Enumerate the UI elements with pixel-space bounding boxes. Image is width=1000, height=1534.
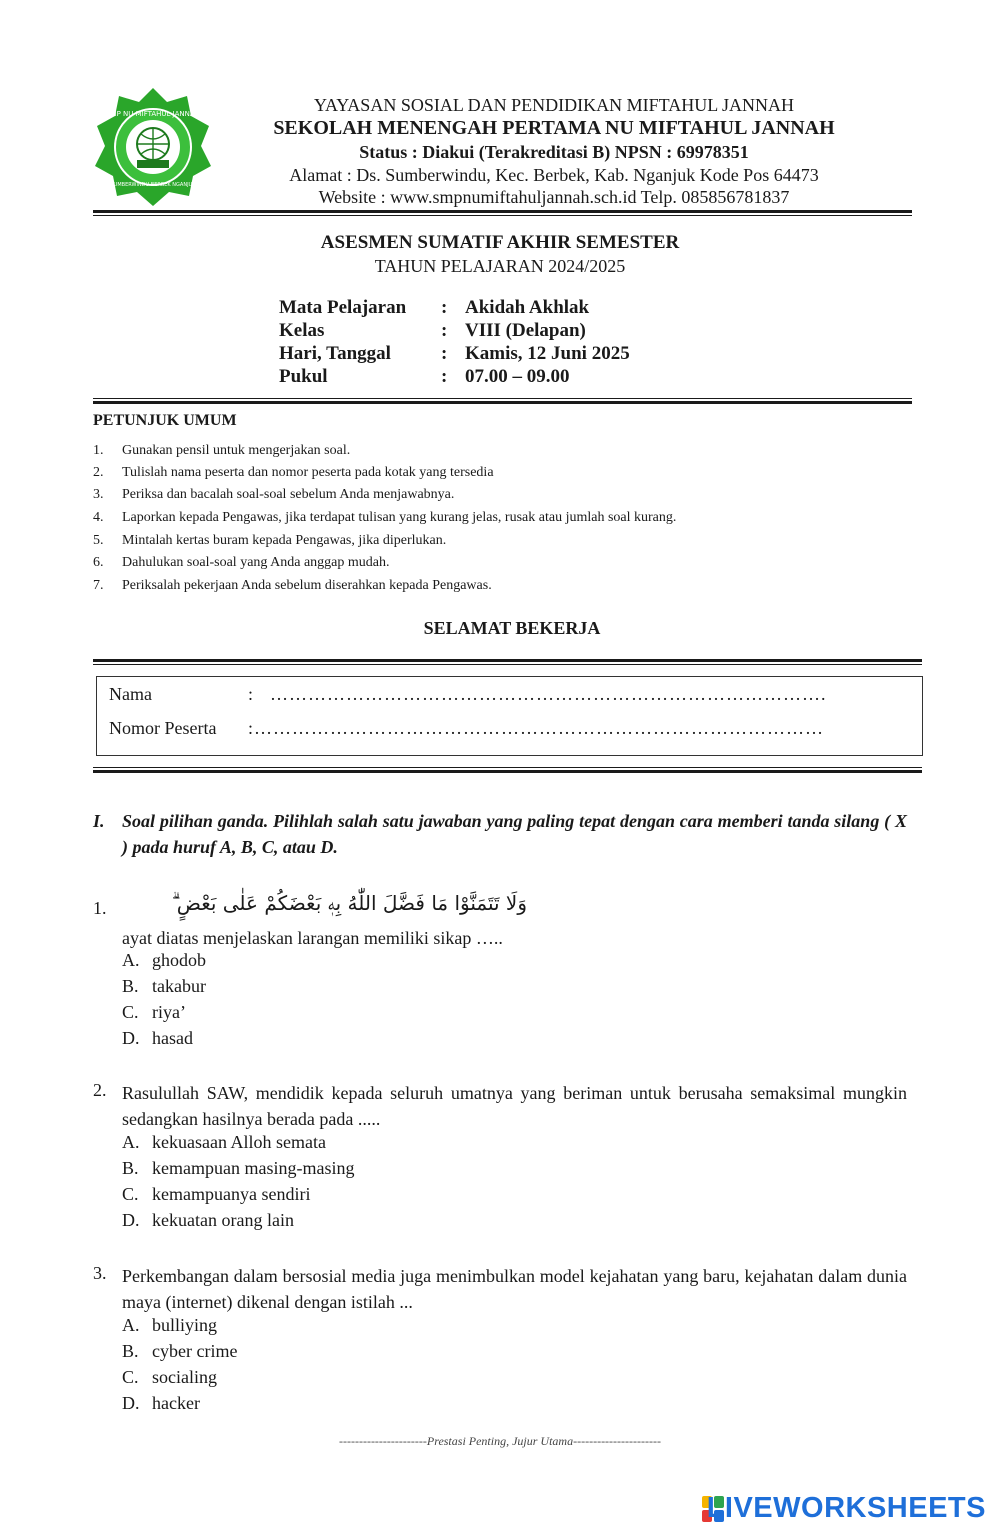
question-text: Perkembangan dalam bersosial media juga menimbulkan model kejahatan yang baru, kejahatan dalam dunia maya (internet) dikenal dengan istilah ... — [122, 1266, 907, 1312]
instruction-text: Mintalah kertas buram kepada Pengawas, jika diperlukan. — [122, 533, 447, 548]
meta-value: 07.00 – 09.00 — [465, 366, 570, 387]
header-divider-thin — [93, 215, 912, 216]
option-text: ghodob — [152, 950, 206, 970]
question-number: 2. — [93, 1080, 107, 1100]
idbox-bottom-divider — [93, 770, 922, 773]
instruction-text: Gunakan pensil untuk mengerjakan soal. — [122, 443, 351, 458]
arabic-verse: وَلَا تَتَمَنَّوْا مَا فَضَّلَ اللّٰهُ بِهٖ بَعْضَكُمْ عَلٰى بَعْضٍ ۗ — [171, 891, 527, 915]
question-text: ayat diatas menjelaskan larangan memiliki sikap ….. — [122, 928, 503, 948]
meta-colon: : — [441, 297, 448, 318]
liveworksheets-brand[interactable] — [686, 1492, 986, 1524]
option-text: takabur — [152, 976, 206, 996]
option-letter: B. — [122, 1158, 139, 1178]
option-letter: B. — [122, 976, 139, 996]
option-text: hacker — [152, 1393, 200, 1413]
meta-colon: : — [441, 366, 448, 387]
number-colon: : — [248, 718, 254, 738]
meta-value: VIII (Delapan) — [465, 320, 586, 341]
section-number: I. — [93, 811, 105, 831]
option-text: bulliying — [152, 1315, 218, 1335]
instructions-heading: PETUNJUK UMUM — [93, 412, 237, 429]
section-text: Soal pilihan ganda. Pilihlah salah satu jawaban yang paling tepat dengan cara memberi tanda silang ( X ) pada huruf A, B, C, atau D. — [122, 811, 907, 857]
option-letter: A. — [122, 1132, 140, 1152]
number-label: Nomor Peserta — [109, 718, 217, 738]
meta-divider — [93, 401, 912, 404]
instruction-number: 2. — [93, 465, 104, 480]
instruction-text: Dahulukan soal-soal yang Anda anggap mudah. — [122, 555, 390, 570]
instruction-number: 1. — [93, 443, 104, 458]
school-logo — [93, 86, 213, 208]
name-colon: : — [248, 684, 254, 704]
option-letter: C. — [122, 1367, 139, 1387]
closing-greeting: SELAMAT BEKERJA — [423, 618, 601, 638]
instruction-text: Laporkan kepada Pengawas, jika terdapat tulisan yang kurang jelas, rusak atau jumlah soal kurang. — [122, 510, 677, 525]
school-address: Alamat : Ds. Sumberwindu, Kec. Berbek, Kab. Nganjuk Kode Pos 64473 — [289, 165, 819, 185]
option-text: riya’ — [152, 1002, 186, 1022]
meta-divider-thin — [93, 398, 912, 399]
option-text: kemampuanya sendiri — [152, 1184, 311, 1204]
liveworksheets-wordmark: LIVEWORKSHEETS — [706, 1492, 986, 1524]
name-label: Nama — [109, 684, 152, 704]
idbox-bottom-divider-thin — [93, 767, 922, 768]
footer-motto: ----------------------Prestasi Penting, Jujur Utama---------------------- — [338, 1434, 662, 1448]
option-letter: D. — [122, 1393, 140, 1413]
option-text: hasad — [152, 1028, 193, 1048]
logo-bottom-text: SUMBERWINDU BERBEK NGANJUK — [110, 182, 196, 188]
option-letter: B. — [122, 1341, 139, 1361]
header-divider — [93, 210, 912, 213]
meta-label: Kelas — [279, 320, 325, 341]
logo-top-text: SMP NU MIFTAHUL JANNAH — [106, 110, 200, 118]
instruction-number: 3. — [93, 487, 104, 502]
meta-label: Hari, Tanggal — [279, 343, 391, 364]
number-field[interactable]: ……………………………………………………………………………… — [254, 718, 824, 738]
idbox-top-divider-thin — [93, 664, 922, 665]
instruction-text: Periksalah pekerjaan Anda sebelum diserahkan kepada Pengawas. — [122, 578, 492, 593]
option-text: kekuasaan Alloh semata — [152, 1132, 326, 1152]
option-text: kemampuan masing-masing — [152, 1158, 355, 1178]
exam-title: ASESMEN SUMATIF AKHIR SEMESTER — [320, 232, 680, 253]
instruction-number: 4. — [93, 510, 104, 525]
instruction-number: 7. — [93, 578, 104, 593]
meta-colon: : — [441, 343, 448, 364]
meta-value: Akidah Akhlak — [465, 297, 590, 318]
foundation-name: YAYASAN SOSIAL DAN PENDIDIKAN MIFTAHUL JANNAH — [313, 95, 795, 115]
meta-value: Kamis, 12 Juni 2025 — [465, 343, 630, 364]
instruction-number: 6. — [93, 555, 104, 570]
instruction-text: Periksa dan bacalah soal-soal sebelum Anda menjawabnya. — [122, 487, 455, 502]
option-letter: D. — [122, 1210, 140, 1230]
option-text: socialing — [152, 1367, 217, 1387]
question-text: Rasulullah SAW, mendidik kepada seluruh umatnya yang beriman untuk berusaha semaksimal mungkin sedangkan hasilnya berada pada ..... — [122, 1083, 907, 1129]
option-letter: A. — [122, 950, 140, 970]
option-text: cyber crime — [152, 1341, 238, 1361]
school-name: SEKOLAH MENENGAH PERTAMA NU MIFTAHUL JANNAH — [273, 117, 835, 139]
exam-year: TAHUN PELAJARAN 2024/2025 — [374, 256, 626, 276]
school-website: Website : www.smpnumiftahuljannah.sch.id Telp. 085856781837 — [318, 187, 790, 207]
meta-colon: : — [441, 320, 448, 341]
option-letter: A. — [122, 1315, 140, 1335]
meta-label: Mata Pelajaran — [279, 297, 407, 318]
idbox-top-divider — [93, 659, 922, 662]
question-number: 1. — [93, 898, 107, 918]
option-letter: C. — [122, 1002, 139, 1022]
meta-label: Pukul — [279, 366, 328, 387]
question-number: 3. — [93, 1263, 107, 1283]
option-letter: D. — [122, 1028, 140, 1048]
instruction-text: Tulislah nama peserta dan nomor peserta pada kotak yang tersedia — [122, 465, 494, 480]
name-field[interactable]: ……………………………………………………………………………. — [270, 684, 827, 704]
instruction-number: 5. — [93, 533, 104, 548]
school-status: Status : Diakui (Terakreditasi B) NPSN : 69978351 — [359, 142, 749, 162]
option-letter: C. — [122, 1184, 139, 1204]
option-text: kekuatan orang lain — [152, 1210, 294, 1230]
